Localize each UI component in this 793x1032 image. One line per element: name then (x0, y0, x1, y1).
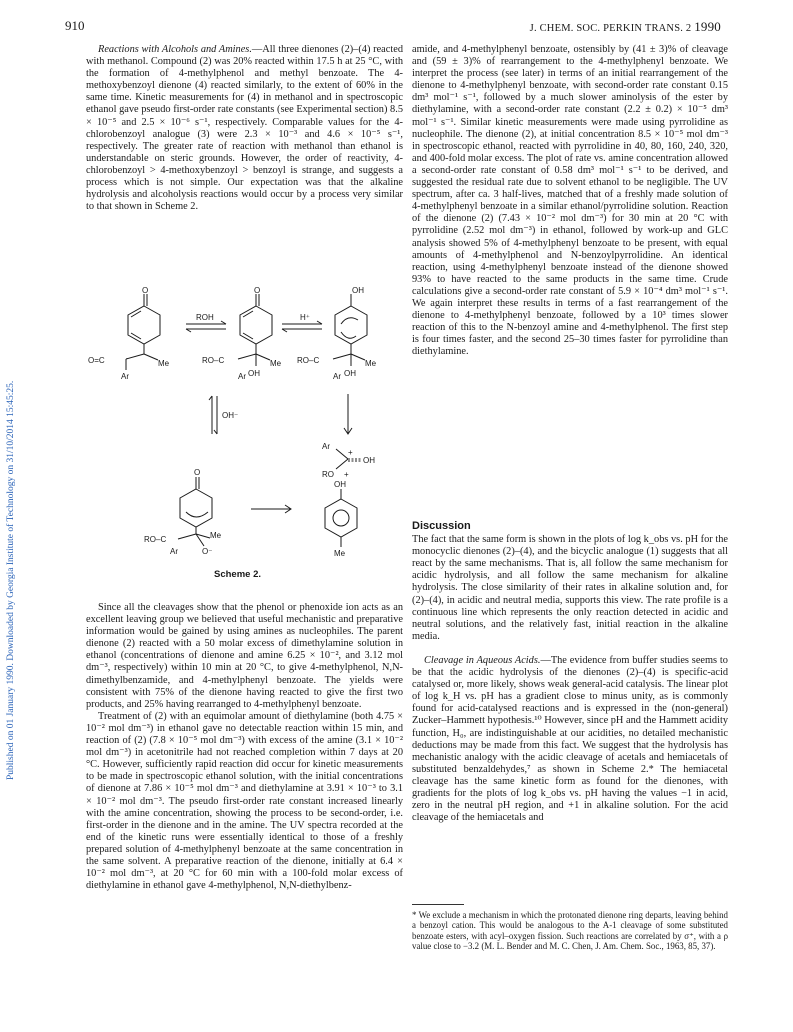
running-header (530, 19, 721, 35)
label-o-c: O=C (88, 356, 105, 365)
label-plus-2: + (344, 470, 349, 479)
label-me-phenol: Me (334, 549, 346, 558)
label-oh-3b: OH (344, 369, 356, 378)
label-plus-1: + (348, 448, 353, 457)
label-ar-1: Ar (121, 372, 129, 381)
paragraph-reactions: —All three dienones (2)–(4) reacted with methanol. Compound (2) was 20% reacted within 17.5 h at 25 °C, with the formation of 4-methylphenol and methyl benzoate. The 4-methoxybenzoyl dienone (4) reacted similarly, to the extent of 60% in the same time. Kinetic measurements for (4) in methanol and in spectroscopic ethanol gave pseudo first-order rate constants (see Experimental section) 8.5 × 10⁻⁵ and 2.5 × 10⁻⁶ s⁻¹, respectively. Comparable values for the 4-chlorobenzoyl analogue (3) were 2.3 × 10⁻³ and 4.6 × 10⁻⁵ s⁻¹, respectively. The greater rate of reaction with methanol than ethanol is understandable on steric grounds. However, the order of reactivity, 4-chlorobenzoyl > 4-methoxybenzoyl > benzoyl is strange, and suggests a process which is not simple. Our expectation was that the alkaline hydrolysis and alcoholysis reactions would occur by a process very similar to that shown in Scheme 2. (86, 44, 404, 213)
paragraph-pyrrolidine: amide, and 4-methylphenyl benzoate, ostensibly by (41 ± 3)% of cleavage and (59 ± 3)% of rearrangement to the 4-methylphenyl benzoate. We interpret the process (see later) in terms of an initial rearrangement of the dienone to 4-methylphenyl benzoate, with second-order rate constant 0.15 dm³ mol⁻¹ s⁻¹, followed by a much slower aminolysis of the ester by diethylamine, with a second-order rate constant (2.2 ± 0.2) × 10⁻⁵ dm³ mol⁻¹ s⁻¹. Similar kinetic measurements were made using pyrrolidine as nucleophile. The dienone (2), at initial concentration 8.5 × 10⁻⁵ mol dm⁻³ in spectroscopic ethanol, reacted with pyrrolidine in 40, 80, 160, 240, 320, and 400-fold molar excess. The plot of rate vs. amine concentration allowed a second-order rate constant of 0.58 dm³ mol⁻¹ s⁻¹ to be derived, and suggested the residual rate due to solvent ethanol to be negligible. The UV spectrum, after ca. 3 half-lives, matched that of a freshly made solution of 4-methylphenyl benzoate in a similar ethanol/pyrrolidine solution. Reaction of the dienone (2) (7.43 × 10⁻² mol dm⁻³) for 30 min at 20 °C with pyrrolidine (2.52 mol dm⁻³) in ethanol, followed by work-up and GLC analysis showed 5% of 4-methylphenyl benzoate to be present, with equal amounts of 4-methylphenol and N-benzoylpyrrolidine. An identical reaction, using 4-methylphenyl benzoate instead of the dienone showed 93% to have reacted to the same products in the same time. Crude calculations give a second-order rate constant of 5.9 × 10⁻⁴ dm³ mol⁻¹ s⁻¹. We again interpret these results in terms of a fast rearrangement of the dienone to 4-methylphenyl benzoate, followed by a 10³ times slower reaction of this to the N-benzoyl amine and 4-methylphenol. The first step is four times faster, and the second 25–30 times faster for pyrrolidine than diethylamine. (412, 44, 728, 358)
ring-2 (240, 306, 272, 344)
label-oh-3: OH (352, 286, 364, 295)
label-roh: ROH (196, 313, 214, 322)
label-h-plus: H⁺ (300, 313, 310, 322)
scheme-2-figure (86, 284, 403, 584)
right-column-top (412, 44, 728, 358)
label-o-2: O (254, 286, 261, 295)
scheme-2-svg (86, 284, 403, 584)
label-ar-5: Ar (170, 547, 178, 556)
label-oh-2: OH (248, 369, 260, 378)
label-oh-minus: OH⁻ (222, 411, 239, 420)
download-watermark-text: Published on 01 January 1990. Downloaded by Georgia Institute of Technology on 31/10/2014 15:45:25. (6, 380, 16, 780)
left-column-top (86, 44, 403, 213)
journal-name: J. CHEM. SOC. PERKIN TRANS. 2 (529, 23, 692, 34)
download-watermark (6, 260, 20, 780)
footnote: * We exclude a mechanism in which the protonated dienone ring departs, leaving behind a benzoyl cation. This would be analogous to the A-1 cleavage of some substituted benzoate esters, with acyl–oxygen fission. Such reactions are correlated by σ⁺, with a ρ value close to −3.2 (M. L. Bender and M. C. Chen, J. Am. Chem. Soc., 1963, 85, 37). (412, 910, 728, 952)
paragraph-discussion: The fact that the same form is shown in the plots of log k_obs vs. pH for the monocyclic dienones (2)–(4), and the bicyclic analogue (1) suggests that all react by the same mechanisms. That is, all follow the same mechanism for acidic hydrolysis, and all follow the same mechanism for alkaline hydrolysis. The close similarity of their rates in alkaline solution and, for (2)–(4), in acidic and neutral media, supports this view. The rate profile is a continuous line which represents the only reaction detected in acidic and neutral solutions, and the relatively fast, initial reaction in the alkaline media. (412, 534, 728, 642)
label-oh-phenol: OH (334, 480, 346, 489)
label-me-3: Me (365, 359, 377, 368)
label-ro-2: RO–C (202, 356, 225, 365)
label-ro-5: RO–C (144, 535, 167, 544)
label-o-5: O (194, 468, 201, 477)
label-me-2: Me (270, 359, 282, 368)
label-o-1: O (142, 286, 149, 295)
ring-1 (128, 306, 160, 344)
left-column-bottom (86, 602, 403, 892)
phenol-ring (325, 499, 357, 537)
discussion-section (412, 520, 728, 824)
scheme-2-caption: Scheme 2. (214, 569, 261, 580)
label-ar-3: Ar (333, 372, 341, 381)
subheading-aqueous-acids: Cleavage in Aqueous Acids. (424, 654, 541, 666)
label-me-5: Me (210, 531, 222, 540)
paragraph-amines: Since all the cleavages show that the phenol or phenoxide ion acts as an excellent leaving group we believed that useful mechanistic and preparative information would be gained by using amines as nucleophiles. The parent dienone (2) reacted with a 50 molar excess of dimethylamine solution in ethanol (concentrations of dienone and amine 6.25 × 10⁻², and 3.12 mol dm⁻³, respectively) within 10 min at 20 °C, to give 4-methylphenol, N,N-dimethylbenzamide, and 4-methylphenyl benzoate. The yields were consistent with 75% of the dienone having reacted to give the first two products, and 25% having rearranged to 4-methylphenyl benzoate. (86, 602, 403, 710)
paragraph-aqueous-acids: —The evidence from buffer studies seems to be that the acidic hydrolysis of the dienones (2)–(4) is specific-acid catalysed or, more likely, shows weak general-acid catalysis. The linear plot of log k_H vs. pH has a gradient close to minus unity, as is commonly found for acid-catalysed reactions and is expressed in the (non-general) Zucker–Hammett hypothesis.¹⁰ However, since pH and the Hammett acidity function, H₀, are indistinguishable at our acidities, no detailed mechanistic deductions may be made from this fact. We suggest that the hydrolysis has mechanistic analogy with the acidic cleavage of acetals and hemiacetals of substituted benzaldehydes,⁷ as shown in Scheme 2.* The hemiacetal cleavage has the same kinetic form as found for the dienones, with gradients for the plots of log k_obs vs. pH having the values −1 in acid, zero in the neutral pH region, and +1 in alkaline solution. For the acid cleavage of the hemiacetals and (412, 654, 728, 824)
section-heading-reactions: Reactions with Alcohols and Amines. (98, 44, 252, 55)
label-o-minus: O⁻ (202, 547, 213, 556)
label-oh-4: OH (363, 456, 375, 465)
footnote-rule (412, 904, 464, 905)
label-ro-4: RO (322, 470, 334, 479)
label-ro-3: RO–C (297, 356, 320, 365)
paragraph-diethylamine: Treatment of (2) with an equimolar amount of diethylamine (both 4.75 × 10⁻² mol dm⁻³) in ethanol gave no detectable reaction within 15 min, and reaction of (2) (7.8 × 10⁻⁵ mol dm⁻³) with excess of the amine (3.1 × 10⁻² mol dm⁻³) in acetonitrile had not reached completion within 7 days at 20 °C. However, sufficiently rapid reaction did occur for kinetic measurements to be made in spectroscopic ethanol solution, with the initial concentrations of dienone at 7.86 × 10⁻⁵ mol dm⁻³ and diethylamine at 3.91 × 10⁻³ to 3.1 × 10⁻² mol dm⁻³. The pseudo first-order rate constant increased linearly with the amine concentration, showing the process to be second-order, i.e. first-order in the dienone and in the amine. The UV spectra recorded at the end of the kinetic runs were essentially identical to those of a freshly prepared solution of 4-methylphenyl benzoate at the same concentration in the same solvent. A preparative reaction of the dienone, initially at 6.4 × 10⁻² mol dm⁻³, at 20 °C for 60 min with a 100-fold molar excess of diethylamine in ethanol gave 4-methylphenol, N,N-diethylbenz- (86, 710, 403, 892)
label-me-1: Me (158, 359, 170, 368)
journal-year: 1990 (694, 19, 721, 34)
ring-4 (180, 489, 212, 527)
label-ar-2: Ar (238, 372, 246, 381)
label-ar-4: Ar (322, 442, 330, 451)
page-number: 910 (65, 18, 85, 33)
discussion-heading: Discussion (412, 520, 471, 532)
